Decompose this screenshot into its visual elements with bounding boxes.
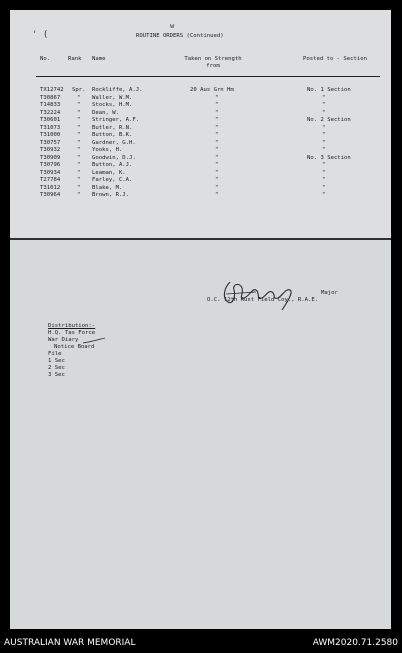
row-from: " — [215, 192, 219, 198]
row-name: Leaman, K. — [92, 169, 126, 176]
row-no: T30909 — [40, 154, 61, 161]
row-posted: " — [322, 147, 326, 153]
distribution-item: 3 Sec — [48, 372, 65, 378]
row-name: Farley, C.A. — [92, 177, 133, 183]
page-corner-mark: ' ( — [32, 30, 49, 40]
document-title: ROUTINE ORDERS (Continued) — [136, 33, 224, 39]
distribution-item: 1 Sec — [48, 358, 65, 364]
signature-rank: Major — [321, 290, 338, 296]
row-posted: " — [322, 184, 326, 191]
row-posted: " — [322, 109, 326, 116]
row-rank: " — [77, 192, 81, 198]
row-posted: " — [322, 94, 326, 101]
row-name: Gardner, G.H. — [92, 139, 136, 146]
row-no: T14833 — [40, 102, 61, 108]
row-name: Yooks, H. — [92, 147, 123, 153]
row-rank: Spr. — [72, 87, 86, 93]
row-from: " — [215, 169, 219, 176]
row-name: Stocks, H.M. — [92, 102, 133, 108]
row-posted: " — [322, 139, 326, 146]
row-no: T31012 — [40, 184, 61, 191]
row-no: T30601 — [40, 117, 61, 123]
row-name: Dean, W. — [92, 109, 119, 116]
row-posted: " — [322, 132, 326, 138]
upper-page-section — [10, 10, 391, 238]
row-rank: " — [77, 162, 81, 168]
header-underline — [36, 76, 380, 77]
column-header-name: Name — [92, 56, 106, 62]
row-rank: " — [77, 177, 81, 183]
row-posted: " — [322, 124, 326, 131]
row-posted: " — [322, 102, 326, 108]
row-posted: No. 1 Section — [307, 87, 351, 93]
row-posted: No. 3 Section — [307, 154, 351, 161]
row-from: 20 Aus Grn Hm — [190, 87, 234, 93]
handwritten-signature — [216, 274, 306, 314]
row-name: Butler, R.N. — [92, 124, 133, 131]
column-header-no: No. — [40, 56, 51, 62]
row-no: T30867 — [40, 94, 61, 101]
row-from: " — [215, 162, 219, 168]
row-no: T30964 — [40, 192, 61, 198]
column-header-taken-on-strength: Taken on Strength from — [184, 56, 242, 69]
row-from: " — [215, 124, 219, 131]
row-name: Stringer, A.F. — [92, 117, 140, 123]
row-from: " — [215, 109, 219, 116]
row-rank: " — [77, 94, 81, 101]
row-rank: " — [77, 117, 81, 123]
row-from: " — [215, 139, 219, 146]
row-from: " — [215, 102, 219, 108]
row-from: " — [215, 154, 219, 161]
row-rank: " — [77, 154, 81, 161]
distribution-item: File — [48, 351, 62, 357]
row-no: T30796 — [40, 162, 61, 168]
row-no: T30757 — [40, 139, 61, 146]
row-rank: " — [77, 147, 81, 153]
page-fold-line — [10, 238, 391, 240]
row-rank: " — [77, 102, 81, 108]
distribution-item: H.Q. Tas Force — [48, 330, 96, 336]
row-no: TX12742 — [40, 87, 64, 93]
footer-credit: AUSTRALIAN WAR MEMORIAL — [4, 638, 136, 648]
distribution-item: War Diary — [48, 337, 79, 343]
row-no: T30932 — [40, 147, 61, 153]
row-rank: " — [77, 184, 81, 191]
row-no: T27784 — [40, 177, 61, 183]
distribution-item: 2 Sec — [48, 365, 65, 371]
row-rank: " — [77, 169, 81, 176]
document-page — [10, 10, 391, 629]
row-no: T31073 — [40, 124, 61, 131]
row-name: Waller, W.M. — [92, 94, 133, 101]
distribution-title: Distribution:- — [48, 323, 96, 329]
row-from: " — [215, 94, 219, 101]
row-posted: " — [322, 162, 326, 168]
row-posted: " — [322, 169, 326, 176]
row-no: T32224 — [40, 109, 61, 116]
row-posted: " — [322, 177, 326, 183]
row-name: Goodwin, D.J. — [92, 154, 136, 161]
row-rank: " — [77, 139, 81, 146]
row-no: T31000 — [40, 132, 61, 138]
row-from: " — [215, 177, 219, 183]
row-posted: No. 2 Section — [307, 117, 351, 123]
row-posted: " — [322, 192, 326, 198]
row-from: " — [215, 117, 219, 123]
signature-title: O.C. 12th Aust Field Coy., R.A.E. — [207, 297, 319, 303]
row-from: " — [215, 147, 219, 153]
row-rank: " — [77, 109, 81, 116]
distribution-item: Notice Board — [54, 344, 95, 350]
row-rank: " — [77, 124, 81, 131]
row-name: Brown, R.J. — [92, 192, 130, 198]
footer-reference: AWM2020.71.2580 — [312, 638, 398, 648]
row-name: Blake, M. — [92, 184, 123, 191]
page-top-mark: w — [170, 22, 175, 30]
row-name: Button, A.J. — [92, 162, 133, 168]
row-from: " — [215, 184, 219, 191]
row-from: " — [215, 132, 219, 138]
row-name: Button, B.K. — [92, 132, 133, 138]
row-name: Rockliffe, A.J. — [92, 87, 143, 93]
row-no: T30934 — [40, 169, 61, 176]
row-rank: " — [77, 132, 81, 138]
column-header-rank: Rank — [68, 56, 82, 62]
column-header-posted-to: Posted to - Section — [303, 56, 367, 62]
